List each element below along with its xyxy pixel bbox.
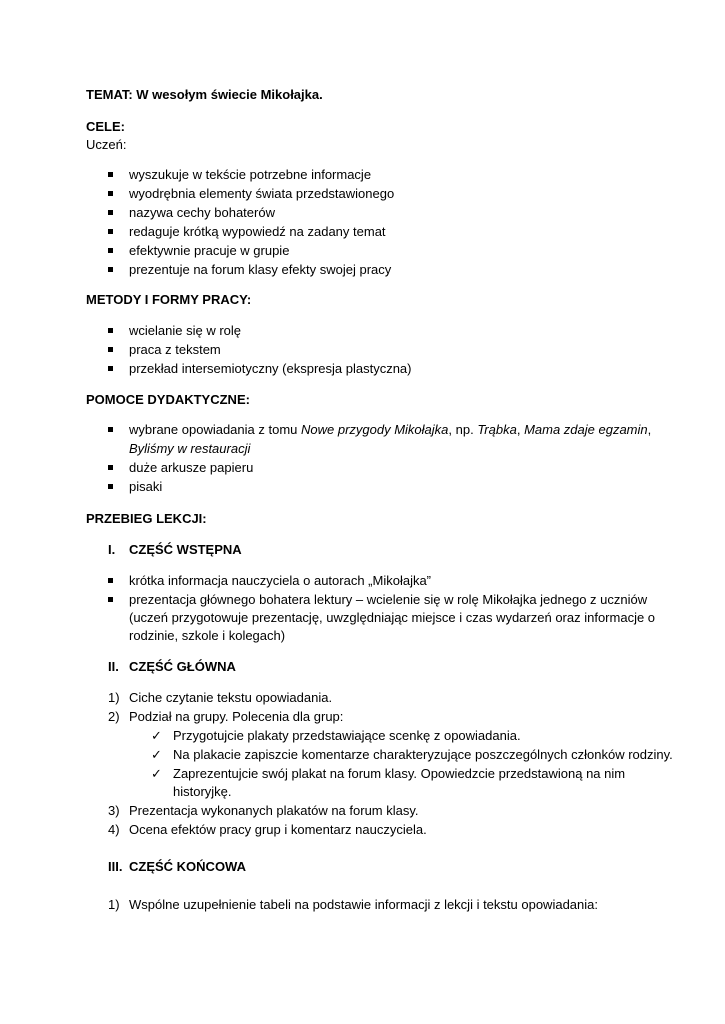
part3-numeral: III. (108, 859, 123, 874)
group-task: Przygotujcie plakaty przedstawiające scenkę z opowiadania. (173, 728, 521, 743)
aid-item: pisaki (129, 479, 163, 494)
part1-item: prezentacja głównego bohatera lektury – wcielenie się w rolę Mikołajka jednego z uczniów (129, 592, 648, 607)
part1-item-cont: (uczeń przygotowuje prezentację, uwzględniając miejsce i czas wydarzeń oraz informacje o (129, 610, 656, 625)
part1-item-cont: rodzinie, szkole i kolegach) (129, 628, 286, 643)
group-task-cont: historyjkę. (173, 784, 232, 799)
method-item: wcielanie się w rolę (129, 323, 241, 338)
step-number: 1) (108, 897, 120, 912)
step-text: Ciche czytanie tekstu opowiadania. (129, 690, 333, 705)
aid-item-cont: Byliśmy w restauracji (129, 441, 251, 456)
goals-intro: Uczeń: (86, 137, 127, 152)
bullet-icon (108, 578, 113, 583)
step-number: 1) (108, 690, 120, 705)
bullet-icon (108, 210, 113, 215)
step-text: Ocena efektów pracy grup i komentarz nauczyciela. (129, 822, 427, 837)
goals-heading: CELE: (86, 119, 125, 134)
checkmark-icon: ✓ (151, 728, 162, 743)
step-number: 4) (108, 822, 120, 837)
bullet-icon (108, 248, 113, 253)
lesson-heading: PRZEBIEG LEKCJI: (86, 511, 207, 526)
checkmark-icon: ✓ (151, 766, 162, 781)
aid-item: wybrane opowiadania z tomu Nowe przygody Mikołajka, np. Trąbka, Mama zdaje egzamin, (129, 422, 652, 437)
group-task: Zaprezentujcie swój plakat na forum klasy. Opowiedzcie przedstawioną na nim (173, 766, 626, 781)
checkmark-icon: ✓ (151, 747, 162, 762)
method-item: przekład intersemiotyczny (ekspresja plastyczna) (129, 361, 412, 376)
bullet-icon (108, 229, 113, 234)
goal-item: wyodrębnia elementy świata przedstawionego (129, 186, 395, 201)
bullet-icon (108, 172, 113, 177)
bullet-icon (108, 427, 113, 432)
step-text: Prezentacja wykonanych plakatów na forum klasy. (129, 803, 419, 818)
part1-numeral: I. (108, 542, 116, 557)
part3-title: CZĘŚĆ KOŃCOWA (129, 859, 246, 874)
bullet-icon (108, 366, 113, 371)
methods-heading: METODY I FORMY PRACY: (86, 292, 252, 307)
part1-item: krótka informacja nauczyciela o autorach „Mikołajka” (129, 573, 432, 588)
part1-title: CZĘŚĆ WSTĘPNA (129, 542, 242, 557)
bullet-icon (108, 328, 113, 333)
goal-item: efektywnie pracuje w grupie (129, 243, 290, 258)
bullet-icon (108, 347, 113, 352)
goal-item: redaguje krótką wypowiedź na zadany temat (129, 224, 386, 239)
bullet-icon (108, 597, 113, 602)
bullet-icon (108, 465, 113, 470)
part2-numeral: II. (108, 659, 119, 674)
goal-item: wyszukuje w tekście potrzebne informacje (129, 167, 372, 182)
step-text: Podział na grupy. Polecenia dla grup: (129, 709, 344, 724)
topic-heading: TEMAT: W wesołym świecie Mikołajka. (86, 87, 323, 102)
group-task: Na plakacie zapiszcie komentarze charakteryzujące poszczególnych członków rodziny. (173, 747, 673, 762)
method-item: praca z tekstem (129, 342, 221, 357)
aid-item: duże arkusze papieru (129, 460, 254, 475)
bullet-icon (108, 484, 113, 489)
aids-heading: POMOCE DYDAKTYCZNE: (86, 392, 250, 407)
goal-item: nazywa cechy bohaterów (129, 205, 275, 220)
part2-title: CZĘŚĆ GŁÓWNA (129, 659, 236, 674)
bullet-icon (108, 191, 113, 196)
goal-item: prezentuje na forum klasy efekty swojej pracy (129, 262, 392, 277)
step-text: Wspólne uzupełnienie tabeli na podstawie informacji z lekcji i tekstu opowiadania: (129, 897, 598, 912)
step-number: 3) (108, 803, 120, 818)
step-number: 2) (108, 709, 120, 724)
bullet-icon (108, 267, 113, 272)
